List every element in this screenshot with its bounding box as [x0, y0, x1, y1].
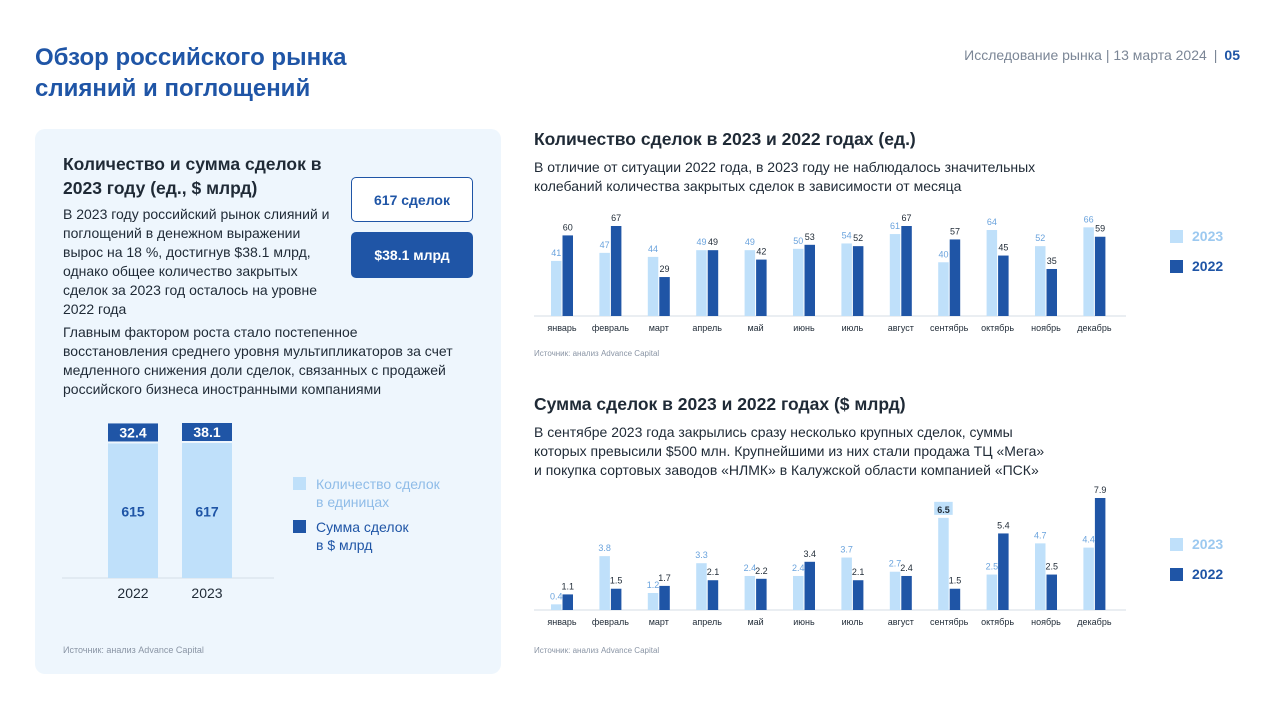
sum-chart-month-август: август: [887, 617, 914, 627]
summary-year-label-2023: 2023: [191, 585, 223, 601]
sum-chart-bar-2022-апрель: [708, 580, 719, 610]
count-chart-month-октябрь: октябрь: [981, 323, 1015, 333]
count-chart-value-2022-декабрь: 59: [1095, 223, 1106, 234]
legend-count-line2: в единицах: [316, 494, 390, 510]
count-chart-value-2022-сентябрь: 57: [949, 226, 960, 237]
count-chart-value-2022-июль: 52: [853, 233, 864, 244]
count-chart-month-май: май: [747, 323, 764, 333]
sum-chart-bar-2022-октябрь: [998, 533, 1009, 610]
sum-chart-bar-2023-октябрь: [987, 575, 998, 610]
deals-sum-badge: $38.1 млрд: [351, 232, 473, 278]
sum-chart-value-2022-январь: 1.1: [561, 581, 575, 592]
count-legend-label-2023: 2023: [1192, 228, 1224, 244]
summary-source: Источник: анализ Advance Capital: [63, 645, 204, 655]
count-chart-value-2023-октябрь: 64: [986, 217, 997, 228]
sum-desc-line1: В сентябре 2023 года закрылись сразу несколько крупных сделок, суммы: [534, 424, 1013, 440]
count-chart-month-январь: январь: [547, 323, 577, 333]
sum-chart-value-2022-сентябрь: 1.5: [948, 575, 962, 586]
sum-legend-swatch-2022: [1170, 568, 1183, 581]
sum-chart-bar-2022-июнь: [805, 562, 816, 610]
sum-chart-month-май: май: [747, 617, 764, 627]
count-chart-value-2023-май: 49: [744, 237, 755, 248]
count-desc-line2: колебаний количества закрытых сделок в зависимости от месяца: [534, 178, 962, 194]
sum-chart-month-ноябрь: ноябрь: [1031, 617, 1061, 627]
sum-chart-bar-2023-сентябрь: [938, 518, 949, 610]
count-chart-value-2022-август: 67: [901, 213, 912, 223]
sum-chart-value-2022-октябрь: 5.4: [997, 520, 1010, 531]
count-chart-month-март: март: [648, 323, 669, 333]
count-chart-month-июль: июль: [841, 323, 864, 333]
count-chart-month-август: август: [887, 323, 914, 333]
count-chart-value-2023-февраль: 47: [599, 239, 610, 250]
count-chart-month-апрель: апрель: [692, 323, 722, 333]
count-chart-month-ноябрь: ноябрь: [1031, 323, 1061, 333]
sum-chart-bar-2023-март: [648, 593, 659, 610]
sum-chart-value-2023-июль: 3.7: [840, 544, 853, 555]
sum-chart-source: Источник: анализ Advance Capital: [534, 646, 660, 655]
sum-chart-month-октябрь: октябрь: [981, 617, 1015, 627]
sum-chart-value-2023-декабрь: 4.4: [1082, 534, 1095, 545]
summary-count-label-2023: 617: [195, 503, 219, 520]
legend-sum-line2: в $ млрд: [316, 537, 373, 553]
count-chart-value-2022-июнь: 53: [804, 231, 815, 242]
sum-chart-bar-2023-ноябрь: [1035, 543, 1046, 610]
page-title-line1: Обзор российского рынка: [35, 44, 347, 71]
sum-chart-value-2023-сентябрь: 6.5: [937, 504, 950, 515]
legend-count-line1: Количество сделок: [316, 476, 440, 492]
sum-chart-value-2023-апрель: 3.3: [695, 550, 708, 561]
sum-chart-bar-2022-январь: [563, 594, 574, 610]
count-chart-value-2022-ноябрь: 35: [1046, 255, 1057, 266]
sum-chart-month-апрель: апрель: [692, 617, 722, 627]
count-chart-value-2023-апрель: 49: [696, 237, 707, 248]
sum-chart-month-март: март: [648, 617, 669, 627]
sum-chart-bar-2022-февраль: [611, 589, 622, 610]
count-chart-month-июнь: июнь: [793, 323, 815, 333]
count-chart-month-декабрь: декабрь: [1077, 323, 1112, 333]
count-chart-value-2023-июнь: 50: [793, 235, 804, 246]
sum-chart-month-июль: июль: [841, 617, 864, 627]
sum-chart-value-2022-апрель: 2.1: [706, 567, 720, 578]
sum-desc-line3: и покупка сортовых заводов «НЛМК» в Калужской области компанией «ПСК»: [534, 462, 1039, 478]
sum-chart-value-2023-май: 2.4: [743, 562, 757, 573]
count-chart-value-2023-июль: 54: [841, 230, 852, 241]
sum-chart-bar-2022-ноябрь: [1047, 575, 1058, 610]
sum-chart-bar-2022-май: [756, 579, 767, 610]
summary-count-label-2022: 615: [121, 503, 145, 520]
count-chart-value-2022-октябрь: 45: [998, 242, 1009, 253]
sum-chart-bar-2023-июль: [841, 558, 852, 610]
meta-separator: |: [1213, 47, 1218, 63]
sum-chart-bar-2023-апрель: [696, 563, 707, 610]
count-chart-value-2023-декабрь: 66: [1083, 214, 1094, 225]
count-chart-value-2022-февраль: 67: [611, 213, 622, 223]
legend-sum-line1: Сумма сделок: [316, 519, 409, 535]
sum-chart-bar-2022-декабрь: [1095, 498, 1106, 610]
count-chart-value-2023-январь: 41: [551, 247, 562, 258]
count-chart-value-2023-ноябрь: 52: [1035, 233, 1046, 244]
count-desc-line1: В отличие от ситуации 2022 года, в 2023 году не наблюдалось значительных: [534, 159, 1036, 175]
sum-chart-bar-2023-май: [745, 576, 756, 610]
sum-chart-bar-2022-июль: [853, 580, 864, 610]
sum-chart-bar-2022-март: [659, 586, 670, 610]
count-chart-value-2023-август: 61: [890, 221, 901, 232]
sum-chart-value-2022-февраль: 1.5: [609, 575, 623, 586]
count-chart-value-2023-март: 44: [648, 243, 659, 254]
sum-chart-bar-2023-декабрь: [1083, 548, 1094, 610]
sum-chart-value-2023-июнь: 2.4: [791, 562, 805, 573]
sum-chart-value-2023-август: 2.7: [888, 558, 902, 569]
count-chart-value-2022-январь: 60: [562, 222, 573, 233]
sum-chart-title: Сумма сделок в 2023 и 2022 годах ($ млрд): [534, 394, 906, 414]
sum-chart-value-2022-июль: 2.1: [851, 567, 865, 578]
summary-year-label-2022: 2022: [117, 585, 149, 601]
sum-chart-value-2023-март: 1.2: [646, 579, 660, 590]
sum-chart-value-2022-май: 2.2: [755, 565, 768, 576]
count-chart-month-сентябрь: сентябрь: [930, 323, 969, 333]
sum-desc-line2: которых превысили $500 млн. Крупнейшими из них стали продажа ТЦ «Мега»: [534, 443, 1045, 459]
sum-chart-value-2023-октябрь: 2.5: [985, 561, 999, 572]
summary-paragraph-1: В 2023 году российский рынок слияний и поглощений в денежном выражении вырос на 18 %, достигнув $38.1 млрд, однако общее количество закрытых сделок за 2023 год осталось на уровне 2022 года: [63, 206, 330, 317]
count-chart-value-2023-сентябрь: 40: [938, 249, 949, 260]
sum-chart-value-2022-декабрь: 7.9: [1093, 485, 1107, 495]
deals-count-badge: 617 сделок: [351, 177, 473, 222]
count-chart-source: Источник: анализ Advance Capital: [534, 349, 660, 358]
sum-legend-2023: [1170, 536, 1223, 552]
sum-legend-label-2023: 2023: [1192, 536, 1224, 552]
summary-sum-label-2023: 38.1: [193, 424, 221, 440]
sum-legend-label-2022: 2022: [1192, 566, 1224, 582]
sum-chart-bar-2023-февраль: [599, 556, 610, 610]
sum-chart-bar-2022-август: [901, 576, 912, 610]
sum-chart-month-февраль: февраль: [591, 617, 629, 627]
sum-chart-bar-2022-сентябрь: [950, 589, 961, 610]
sum-chart-month-январь: январь: [547, 617, 577, 627]
sum-chart-legend: [1170, 536, 1223, 596]
report-meta: Исследование рынка | 13 марта 2024: [964, 47, 1207, 63]
sum-chart-month-сентябрь: сентябрь: [930, 617, 969, 627]
sum-chart-value-2022-июнь: 3.4: [803, 548, 817, 559]
count-legend-label-2022: 2022: [1192, 258, 1224, 274]
sum-chart-month-декабрь: декабрь: [1077, 617, 1112, 627]
sum-chart-month-июнь: июнь: [793, 617, 815, 627]
sum-chart-bar-2023-июнь: [793, 576, 804, 610]
count-chart-title: Количество сделок в 2023 и 2022 годах (ед.): [534, 129, 916, 149]
sum-chart-value-2022-август: 2.4: [900, 562, 913, 573]
sum-chart-bar-2023-август: [890, 572, 901, 610]
sum-legend-swatch-2023: [1170, 538, 1183, 551]
sum-chart-value-2023-январь: 0.4: [549, 591, 563, 602]
summary-paragraph-2: Главным фактором роста стало постепенное восстановления среднего уровня мультипликаторов за счет медленного снижения доли сделок, связанных с продажей российского бизнеса иностранными компаниями: [63, 324, 453, 397]
page-number: 05: [1224, 47, 1240, 63]
sum-chart-value-2023-ноябрь: 4.7: [1033, 530, 1047, 541]
count-chart-value-2022-март: 29: [659, 264, 670, 275]
page-title-line2: слияний и поглощений: [35, 75, 311, 102]
count-chart-month-февраль: февраль: [591, 323, 629, 333]
count-chart-value-2022-апрель: 49: [707, 237, 718, 248]
sum-chart-bar-2023-январь: [551, 604, 562, 610]
sum-legend-2022: [1170, 566, 1223, 582]
summary-heading: Количество и сумма сделок в 2023 году (ед., $ млрд): [63, 154, 322, 198]
summary-sum-label-2022: 32.4: [119, 424, 147, 441]
sum-chart-value-2022-март: 1.7: [658, 572, 671, 583]
count-chart-value-2022-май: 42: [756, 246, 767, 257]
sum-chart-value-2023-февраль: 3.8: [598, 543, 611, 554]
sum-chart-value-2022-ноябрь: 2.5: [1045, 561, 1059, 572]
